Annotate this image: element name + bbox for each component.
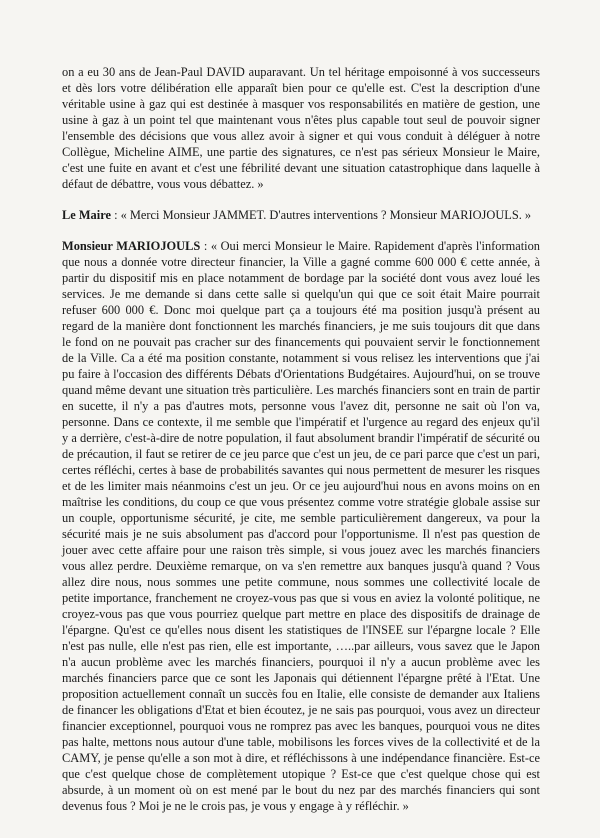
speaker-maire: Le Maire [62,208,111,222]
paragraph-3-text: : « Oui merci Monsieur le Maire. Rapidement d'après l'information que nous a donnée votre directeur financier, la Ville a gagné comme 600 000 € cette année, à partir du dispositif mis en place notamment de bordage par la société dont vous avez loué les services. Je me demande si dans cette salle si quelqu'un qui que ce soit était Maire pourrait refuser 600 000 €. Donc moi quelque part ça a toujours été ma position jusqu'à présent au regard de la manière dont fonctionnent les marchés financiers, je me suis toujours dit que dans le fond on ne pouvait pas cracher sur des financements qui pouvaient servir le fonctionnement de la Ville. Ca a été ma position constante, notamment si vous relisez les interventions que j'ai pu faire à l'occasion des différents Débats d'Orientations Budgétaires. Aujourd'hui, on se trouve quand même devant une situation très particulière. Les marchés financiers sont en train de partir en sucette, il n'y a pas d'autres mots, personne vous l'avez dit, personne ne sait où l'on va, personne. Dans ce contexte, il me semble que l'impératif et l'urgence au regard des enjeux qu'il y a derrière, c'est-à-dire de notre population, il faut absolument brandir l'impératif de sécurité ou de précaution, il faut se retirer de ce jeu parce que c'est un jeu, de ce pari parce que c'est un pari, certes réfléchi, certes à base de probabilités savantes qui nous permettent de mesurer les risques et de les limiter mais néanmoins c'est un jeu. Or ce jeu aujourd'hui nous en avons moins on en maîtrise les conditions, du coup ce que vous présentez comme votre stratégie globale assise sur un couple, opportunisme sécurité, je cite, me semble particulièrement dangereux, va pour la sécurité mais je ne suis absolument pas d'accord pour l'opportunisme. Il n'est pas question de jouer avec cette affaire pour une raison très simple, si vous jouez avec les marchés financiers vous allez perdre. Deuxième remarque, on va s'en remettre aux banques jusqu'à quand ? Vous allez dire nous, nous sommes une petite commune, nous sommes une collectivité locale de petite importance, franchement ne croyez-vous pas que si vous en aviez la volonté politique, ne croyez-vous pas que vous pourriez quelque part mettre en place des dispositifs de drainage de l'épargne. Qu'est ce qu'elles nous disent les statistiques de l'INSEE sur l'épargne locale ? Elle n'est pas nulle, elle n'est pas rien, elle est importante, …..par ailleurs, vous savez que le Japon n'a aucun problème avec les marchés financiers, pourquoi il n'y a aucun problème avec les marchés financiers parce que ce sont les Japonais qui détiennent l'épargne prêté à l'Etat. Une proposition actuellement connaît un succès fou en Italie, elle consiste de demander aux Italiens de financer les obligations d'Etat et bien écoutez, je ne sais pas pourquoi, vous avez un directeur financier exceptionnel, pourquoi vous ne romprez pas avec les banques, pourquoi vous ne dites pas halte, mettons nous autour d'une table, mobilisons les forces vives de la collectivité et de la CAMY, je pense qu'elle a son mot à dire, et réfléchissons à une indépendance financière. Est-ce que c'est quelque chose de complètement utopique ? Est-ce que c'est quelque chose qui est absurde, à un moment où on est mené par le bout du nez par des marchés financiers qui sont devenus fous ? Moi je ne le crois pas, je vous y engage à y réfléchir. » [62,239,540,813]
paragraph-1-text: on a eu 30 ans de Jean-Paul DAVID auparavant. Un tel héritage empoisonné à vos successeurs et dès lors votre délibération elle apparaît bien pour ce qu'elle est. C'est la description d'une véritable usine à gaz qui est destinée à masquer vos responsabilités en matière de gestion, une usine à gaz à un point tel que maintenant vous n'êtes plus capable tout seul de pouvoir signer l'ensemble des décisions que vous allez avoir à signer et qui vous conduit à déléguer à notre Collègue, Micheline AIME, une partie des signatures, ce n'est pas sérieux Monsieur le Maire, c'est une fuite en avant et c'est une fébrilité devant une situation catastrophique dans laquelle à défaut de débattre, vous vous débattez. » [62,65,540,191]
paragraph-2 [62,207,540,223]
document-body [62,64,540,814]
paragraph-1 [62,64,540,192]
paragraph-3 [62,238,540,814]
paragraph-2-text: : « Merci Monsieur JAMMET. D'autres interventions ? Monsieur MARIOJOULS. » [110,208,532,222]
speaker-mariojouls: Monsieur MARIOJOULS [62,239,201,253]
